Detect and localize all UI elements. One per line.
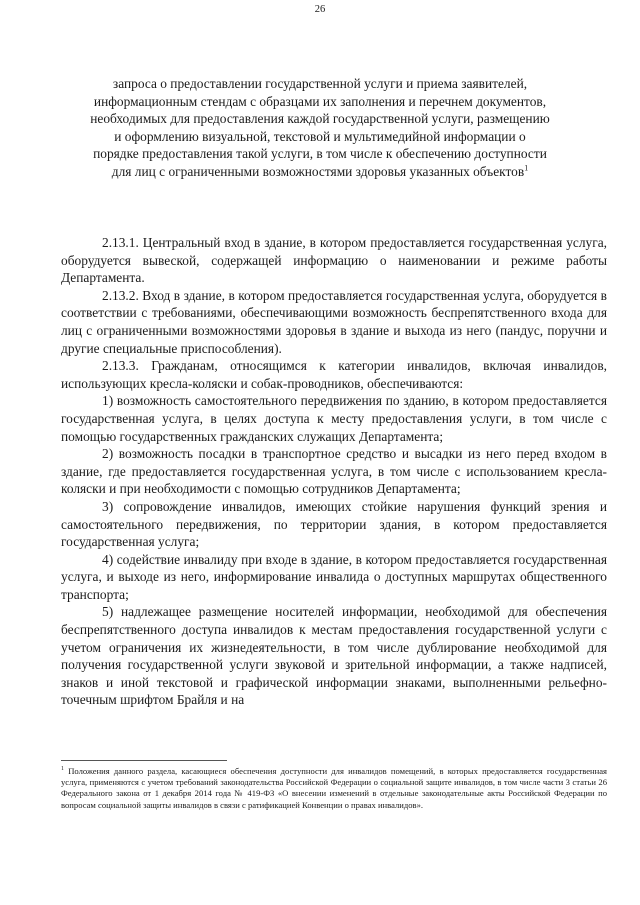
list-item-2: 2) возможность посадки в транспортное средство и высадки из него перед входом в здание, где предоставляется государственная услуга, в том числе с использованием кресла-коляски и при необходимости с помощью сотрудников Департамента; [61,446,607,497]
paragraph-2-13-3: 2.13.3. Гражданам, относящимся к категории инвалидов, включая инвалидов, использующих кресла-коляски и собак-проводников, обеспечиваются: [61,358,607,391]
section-heading [90,75,550,181]
footnote-marker: 1 [61,766,64,773]
section-heading-text: запроса о предоставлении государственной услуги и приема заявителей, информационным стендам с образцами их заполнения и перечнем документов, необходимых для предоставления каждой государственной услуги, размещению и оформлению визуальной, текстовой и мультимедийной информации о порядке предоставления такой услуги, в том числе к обеспечению доступности для лиц с ограниченными возможностями здоровья указанных объектов [90,76,550,179]
footnote-separator [61,760,227,761]
footnote-reference: 1 [524,163,529,173]
list-item-4: 4) содействие инвалиду при входе в здание, в котором предоставляется государственная услуга, и выходе из него, информирование инвалида о доступных маршрутах общественного транспорта; [61,551,607,602]
list-item-3: 3) сопровождение инвалидов, имеющих стойкие нарушения функций зрения и самостоятельного передвижения, по территории здания, в котором предоставляется государственная услуга; [61,498,607,550]
paragraph-2-13-1: 2.13.1. Центральный вход в здание, в котором предоставляется государственная услуга, оборудуется вывеской, содержащей информацию о наименовании и режиме работы Департамента. [61,235,607,286]
body-text [61,234,607,709]
page-number: 26 [314,4,326,15]
list-item-1: 1) возможность самостоятельного передвижения по зданию, в котором предоставляется государственная услуга, в целях доступа к месту предоставления услуги, в том числе с помощью государственных гражданских служащих Департамента; [61,393,607,444]
paragraph-2-13-2: 2.13.2. Вход в здание, в котором предоставляется государственная услуга, оборудуется в соответствии с требованиями, обеспечивающими возможность беспрепятственного входа для лиц с ограниченными возможностями здоровья в здание и выхода из него (пандус, поручни и другие специальные приспособления). [61,287,607,356]
footnote-text: Положения данного раздела, касающиеся обеспечения доступности для инвалидов помещений, в которых предоставляется государственная услуга, применяются с учетом требований законодательства Российской Федерации о социальной защите инвалидов, в том числе части 3 статьи 26 Федерального закона от 1 декабря 2014 года № 419-ФЗ «О внесении изменений в отдельные законодательные акты Российской Федерации по вопросам социальной защиты инвалидов в связи с ратификацией Конвенции о правах инвалидов». [61,766,607,810]
list-item-5: 5) надлежащее размещение носителей информации, необходимой для обеспечения беспрепятственного доступа инвалидов к местам предоставления государственной услуги с учетом ограничения их жизнедеятельности, в том числе дублирование необходимой для получения государственной услуги звуковой и зрительной информации, а также надписей, знаков и иной текстовой и графической информации знаками, выполненными рельефно-точечным шрифтом Брайля и на [61,604,607,708]
footnote [61,766,607,811]
